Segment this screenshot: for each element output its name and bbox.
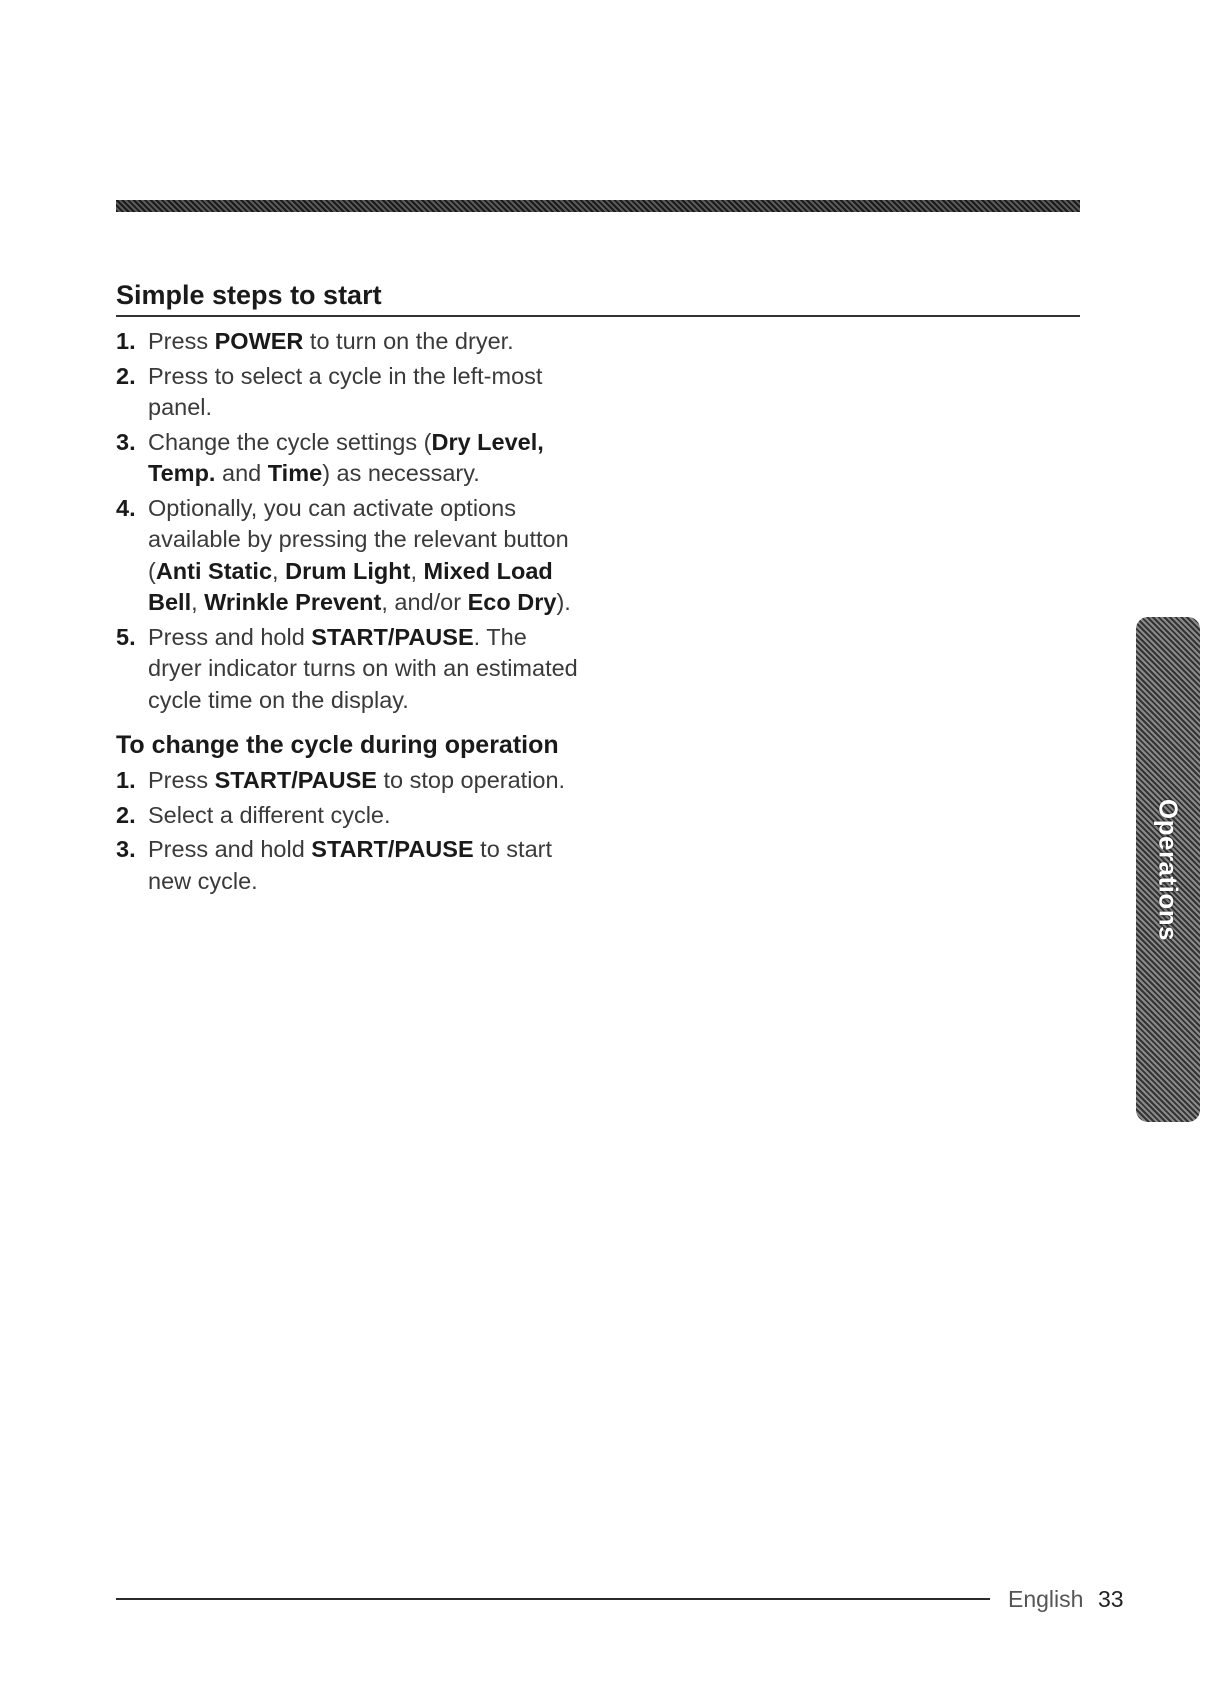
step-item [116, 326, 586, 358]
step-keyword: POWER [214, 328, 304, 354]
step-number: 3. [116, 836, 136, 862]
footer-language: English [1008, 1586, 1084, 1612]
step-item [116, 427, 586, 490]
step-number: 3. [116, 428, 136, 455]
step-keyword: Mixed Load Bell [148, 557, 553, 615]
step-text: , [191, 589, 205, 615]
step-text: and [215, 460, 268, 486]
step-item [116, 361, 586, 424]
step-number: 4. [116, 494, 136, 521]
step-text: Select a different cycle. [148, 801, 391, 828]
step-keyword: START/PAUSE [311, 836, 474, 862]
start-steps-list [116, 326, 586, 719]
step-number: 2. [116, 801, 136, 828]
step-keyword: Wrinkle Prevent [204, 589, 382, 615]
step-number: 2. [116, 362, 136, 389]
step-item [116, 493, 586, 619]
step-text: to stop operation. [376, 767, 566, 793]
step-text: Press [148, 328, 215, 354]
step-text: , and/or [381, 589, 468, 615]
side-tab-label: Operations [1153, 798, 1184, 941]
step-text: to start new cycle. [148, 836, 553, 894]
step-keyword: Anti Static [155, 557, 273, 584]
step-text: , [272, 557, 286, 584]
subsection-title: To change the cycle during operation [116, 731, 559, 759]
step-number: 1. [116, 767, 136, 793]
footer-divider [116, 1598, 990, 1600]
operations-side-tab [1136, 617, 1200, 1122]
step-text: Press to select a cycle in the left-most panel. [148, 362, 543, 420]
step-text: ). [556, 589, 571, 615]
change-cycle-steps-list [116, 765, 586, 900]
step-number: 1. [116, 328, 136, 354]
step-keyword: Time [267, 460, 323, 486]
step-keyword: Eco Dry [467, 589, 557, 615]
step-item [116, 834, 586, 897]
step-text: Optionally, you can activate options available by pressing the relevant button ( [148, 494, 569, 584]
step-item [116, 622, 586, 717]
step-number: 5. [116, 623, 136, 650]
step-text: ) as necessary. [322, 460, 480, 486]
step-keyword: Drum Light [285, 557, 411, 584]
step-keyword: START/PAUSE [214, 767, 377, 793]
step-keyword: Dry Level, Temp. [148, 428, 544, 486]
step-item [116, 765, 586, 797]
step-text: Change the cycle settings ( [148, 428, 432, 455]
step-text: . The dryer indicator turns on with an estimated cycle time on the display. [148, 623, 578, 713]
step-item [116, 800, 586, 832]
page-number: 33 [1098, 1586, 1124, 1612]
top-divider [116, 200, 1080, 212]
step-text: , [410, 557, 424, 584]
step-text: to turn on the dryer. [303, 328, 514, 354]
step-text: Press and hold [148, 836, 312, 862]
step-keyword: START/PAUSE [311, 623, 474, 650]
step-text: Press [148, 767, 215, 793]
section-title: Simple steps to start [116, 278, 1080, 317]
step-text: Press and hold [148, 623, 312, 650]
